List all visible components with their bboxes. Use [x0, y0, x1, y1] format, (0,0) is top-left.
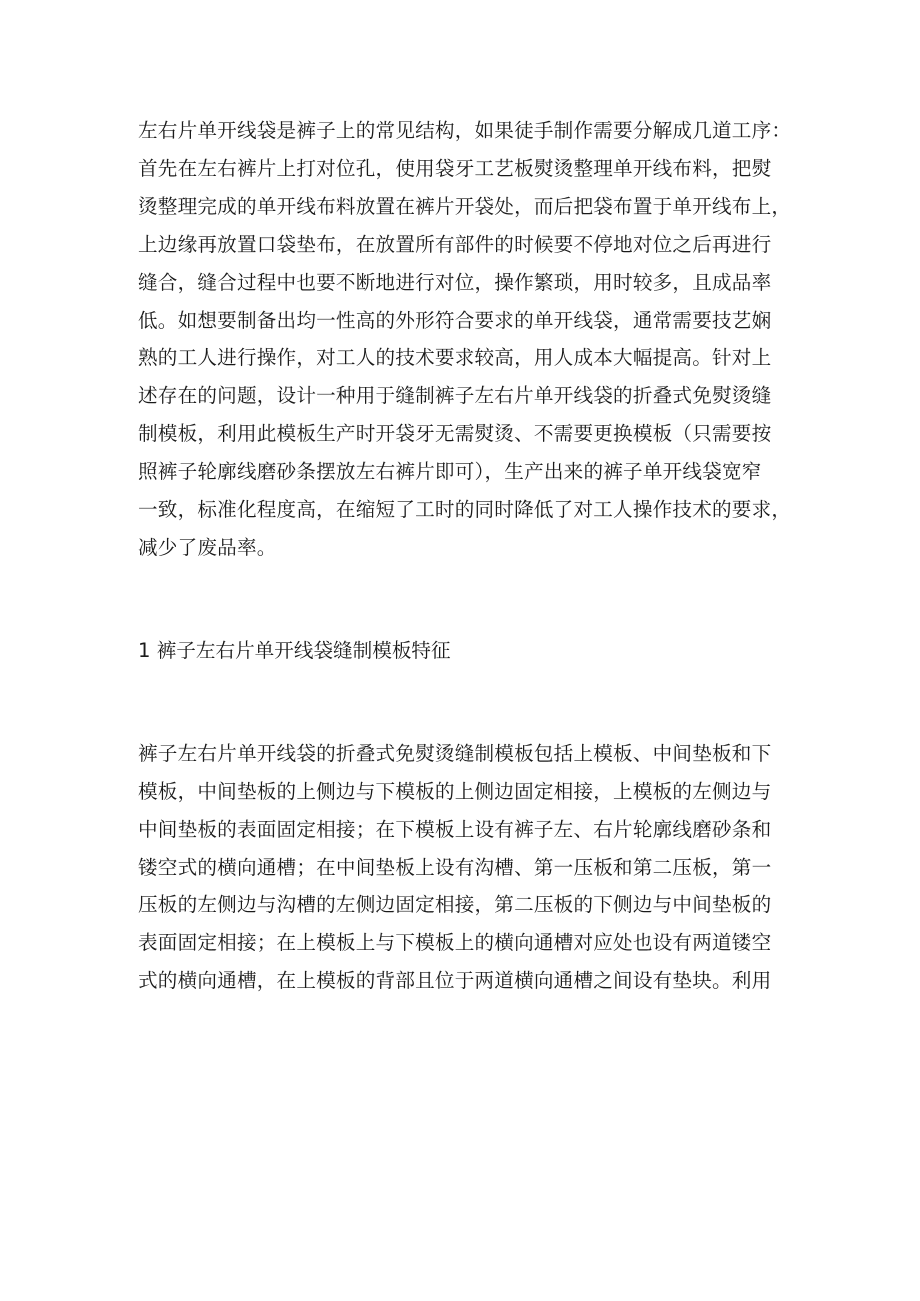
paragraph-line: 烫整理完成的单开线布料放置在裤片开袋处，而后把袋布置于单开线布上， [138, 194, 792, 218]
section-heading: 1 裤子左右片单开线袋缝制模板特征 [138, 638, 451, 662]
intro-paragraph [138, 112, 798, 567]
paragraph-line: 低。如想要制备出均一性高的外形符合要求的单开线袋，通常需要技艺娴 [138, 308, 772, 332]
paragraph-line: 式的横向通槽，在上模板的背部且位于两道横向通槽之间设有垫块。利用 [138, 969, 772, 993]
section-paragraph [138, 735, 798, 1000]
paragraph-line: 照裤子轮廓线磨砂条摆放左右裤片即可），生产出来的裤子单开线袋宽窄 [138, 460, 762, 484]
paragraph-line: 述存在的问题，设计一种用于缝制裤子左右片单开线袋的折叠式免熨烫缝 [138, 384, 772, 408]
paragraph-line: 模板，中间垫板的上侧边与下模板的上侧边固定相接，上模板的左侧边与 [138, 779, 772, 803]
paragraph-line: 制模板，利用此模板生产时开袋牙无需熨烫、不需要更换模板（只需要按 [138, 422, 772, 446]
document-page [138, 112, 798, 1000]
paragraph-line: 熟的工人进行操作，对工人的技术要求较高，用人成本大幅提高。针对上 [138, 346, 772, 370]
paragraph-line: 左右片单开线袋是裤子上的常见结构，如果徒手制作需要分解成几道工序： [138, 119, 792, 142]
paragraph-line: 镂空式的横向通槽；在中间垫板上设有沟槽、第一压板和第二压板，第一 [138, 855, 772, 879]
paragraph-line: 减少了废品率。 [138, 535, 277, 559]
paragraph-line: 首先在左右裤片上打对位孔，使用袋牙工艺板熨烫整理单开线布料，把熨 [138, 156, 772, 180]
paragraph-line: 表面固定相接；在上模板上与下模板上的横向通槽对应处也设有两道镂空 [138, 931, 772, 955]
paragraph-line: 裤子左右片单开线袋的折叠式免熨烫缝制模板包括上模板、中间垫板和下 [138, 741, 772, 765]
paragraph-line: 一致，标准化程度高，在缩短了工时的同时降低了对工人操作技术的要求， [138, 498, 792, 522]
paragraph-line: 上边缘再放置口袋垫布，在放置所有部件的时候要不停地对位之后再进行 [138, 232, 772, 256]
paragraph-line: 缝合，缝合过程中也要不断地进行对位，操作繁琐，用时较多，且成品率 [138, 270, 772, 294]
paragraph-line: 中间垫板的表面固定相接；在下模板上设有裤子左、右片轮廓线磨砂条和 [138, 817, 772, 841]
paragraph-line: 压板的左侧边与沟槽的左侧边固定相接，第二压板的下侧边与中间垫板的 [138, 893, 772, 917]
